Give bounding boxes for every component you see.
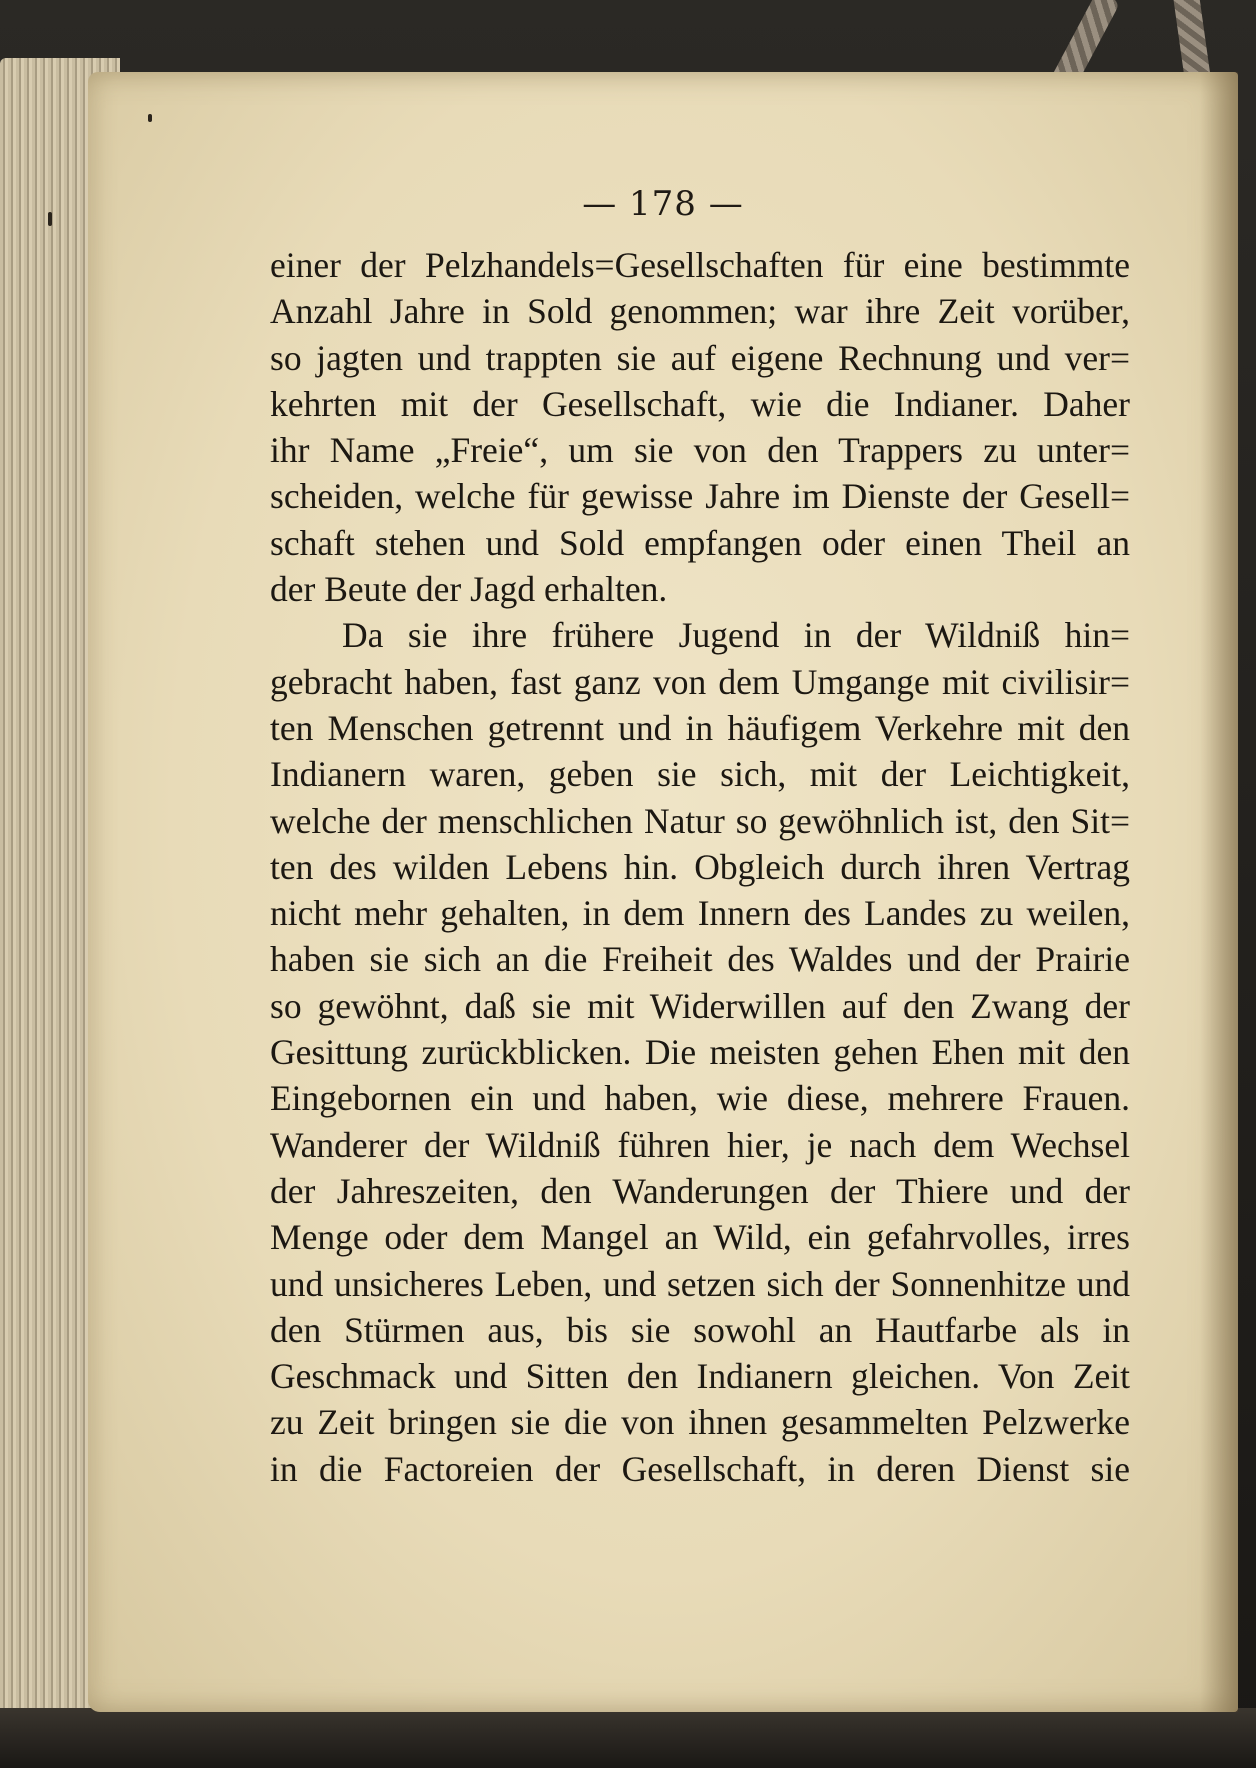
- text-line: einer der Pelzhandels=Gesellschaften für eine bestimmte: [270, 245, 1130, 285]
- text-line: Eingebornen ein und haben, wie diese, mehrere Frauen.: [270, 1078, 1130, 1119]
- body-text: [270, 242, 1130, 1492]
- ink-speck: [148, 114, 152, 122]
- text-line: der Beute der Jagd erhalten.: [270, 569, 668, 610]
- text-line: ten Menschen getrennt und in häufigem Verkehre mit den: [270, 707, 1130, 748]
- text-line: Geschmack und Sitten den Indianern gleichen. Von Zeit: [270, 1356, 1130, 1397]
- page-gutter-shadow: [1200, 72, 1238, 1712]
- text-line: so gewöhnt, daß sie mit Widerwillen auf den Zwang der: [270, 985, 1130, 1026]
- text-line: ten des wilden Lebens hin. Obgleich durch ihren Vertrag: [270, 846, 1130, 887]
- text-line: Menge oder dem Mangel an Wild, ein gefahrvolles, irres: [270, 1217, 1130, 1258]
- page-number-header: — 178 —: [582, 184, 744, 224]
- text-line: gebracht haben, fast ganz von dem Umgange mit civilisir=: [270, 661, 1130, 702]
- text-line: haben sie sich an die Freiheit des Waldes und der Prairie: [270, 939, 1130, 980]
- text-line: den Stürmen aus, bis sie sowohl an Hautfarbe als in: [270, 1309, 1130, 1350]
- text-line: Wanderer der Wildniß führen hier, je nach dem Wechsel: [270, 1124, 1130, 1165]
- text-line: Anzahl Jahre in Sold genommen; war ihre Zeit vorüber,: [270, 291, 1130, 332]
- text-line: der Jahreszeiten, den Wanderungen der Thiere und der: [270, 1170, 1130, 1211]
- text-line: nicht mehr gehalten, in dem Innern des Landes zu weilen,: [270, 893, 1130, 934]
- book-page: [88, 72, 1238, 1712]
- text-line: welche der menschlichen Natur so gewöhnlich ist, den Sit=: [270, 800, 1130, 841]
- text-line: so jagten und trappten sie auf eigene Rechnung und ver=: [270, 337, 1130, 378]
- text-line: zu Zeit bringen sie die von ihnen gesammelten Pelzwerke: [270, 1402, 1130, 1443]
- text-line: Indianern waren, geben sie sich, mit der Leichtigkeit,: [270, 754, 1130, 795]
- text-line: scheiden, welche für gewisse Jahre im Dienste der Gesell=: [270, 476, 1130, 517]
- text-line: in die Factoreien der Gesellschaft, in deren Dienst sie: [270, 1448, 1130, 1489]
- text-line: ihr Name „Freie“, um sie von den Trappers zu unter=: [270, 430, 1130, 471]
- text-line: und unsicheres Leben, und setzen sich der Sonnenhitze und: [270, 1263, 1130, 1304]
- text-line: kehrten mit der Gesellschaft, wie die Indianer. Daher: [270, 383, 1130, 424]
- text-line: Da sie ihre frühere Jugend in der Wildniß hin=: [342, 615, 1130, 656]
- book-cover-edge: [0, 1708, 1256, 1768]
- text-line: Gesittung zurückblicken. Die meisten gehen Ehen mit den: [270, 1032, 1130, 1073]
- ink-speck: [48, 212, 52, 226]
- text-line: schaft stehen und Sold empfangen oder einen Theil an: [270, 522, 1130, 563]
